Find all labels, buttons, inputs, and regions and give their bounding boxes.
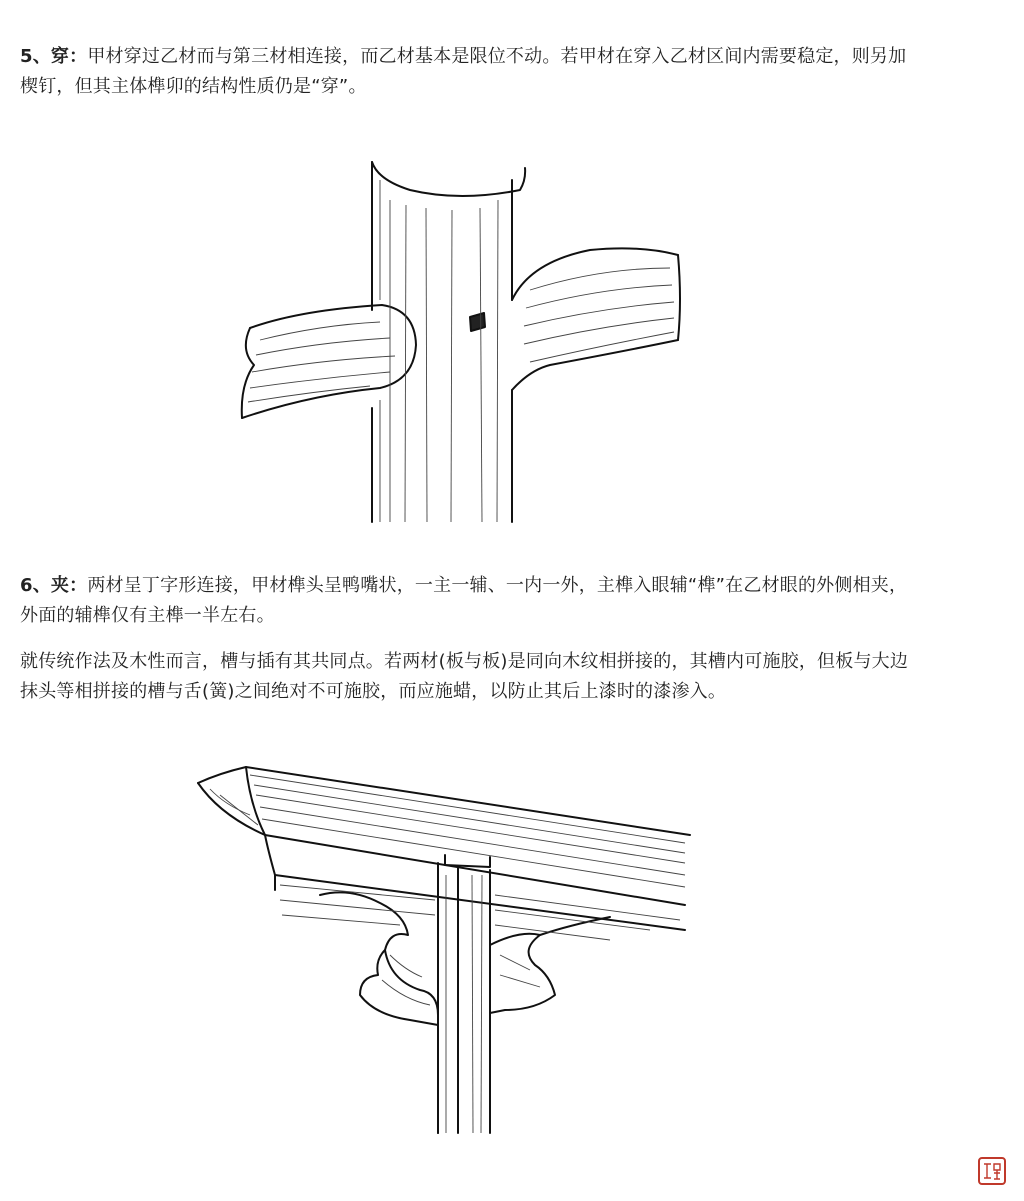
section-7-text-2: 抹头等相拼接的槽与舌(簧)之间绝对不可施胶，而应施蜡，以防止其后上漆时的漆渗入。 [20,681,727,702]
section-7-paragraph [20,647,1005,707]
section-6-line-1 [20,571,1005,601]
jia-joint-illustration [190,755,700,1140]
section-5-heading: 5、穿： [20,46,88,67]
chuan-joint-illustration [230,150,690,530]
section-5-text-1: 甲材穿过乙材而与第三材相连接，而乙材基本是限位不动。若甲材在穿入乙材区间内需要稳定，则另加 [87,46,907,67]
section-6-paragraph [20,571,1005,631]
red-seal-stamp [977,1156,1007,1186]
section-6-text-2: 外面的辅榫仅有主榫一半左右。 [20,605,275,626]
section-6-text-1: 两材呈丁字形连接，甲材榫头呈鸭嘴状，一主一辅、一内一外，主榫入眼辅“榫”在乙材眼的外侧相夹， [87,575,908,596]
section-5-paragraph [20,42,1005,102]
section-5-line-1 [20,42,1005,72]
section-7-text-1: 就传统作法及木性而言，槽与插有其共同点。若两材(板与板)是同向木纹相拼接的，其槽内可施胶，但板与大边 [20,651,909,672]
section-5-text-2: 楔钉，但其主体榫卯的结构性质仍是“穿”。 [20,76,367,97]
section-6-heading: 6、夹： [20,575,88,596]
